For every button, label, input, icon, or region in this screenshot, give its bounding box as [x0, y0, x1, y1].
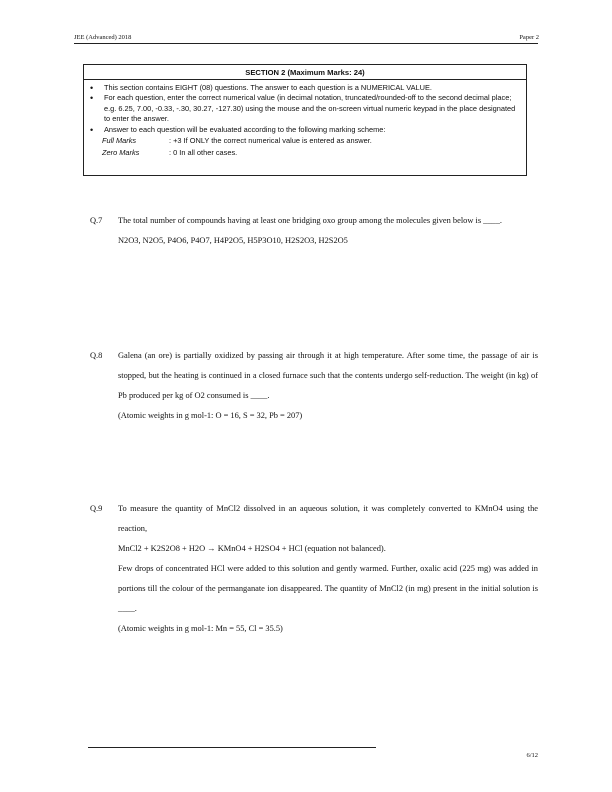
section-instructions-box: [83, 64, 527, 176]
header-divider: [74, 43, 538, 44]
instruction-bullet-3: • Answer to each question will be evaluated according to the following marking scheme:: [89, 125, 518, 136]
full-marks-label: Full Marks: [102, 135, 137, 145]
atomic-weights: (Atomic weights in g mol-1: O = 16, S = 32, Pb = 207): [118, 411, 303, 420]
question-8: [90, 346, 538, 426]
question-text-continued: Few drops of concentrated HCl were added to this solution and gently warmed. Further, oxalic acid (225 mg) was added in portions till the colour of the permanganate ion disappeared. The quantity of MnCl2 (in mg) present in the initial solution is ____.: [118, 564, 538, 613]
question-text: Galena (an ore) is partially oxidized by passing air through it at high temperature. After some time, the passage of air is stopped, but the heating is continued in a closed furnace such that the contents undergo self-reduction. The weight (in kg) of Pb produced per kg of O2 consumed is ____.: [118, 351, 538, 400]
instruction-bullet-1: • This section contains EIGHT (08) questions. The answer to each question is a NUMERICAL VALUE.: [89, 83, 518, 94]
question-text: To measure the quantity of MnCl2 dissolved in an aqueous solution, it was completely converted to KMnO4 using the reaction,: [118, 504, 538, 533]
question-7: [90, 211, 538, 251]
question-number: Q.8: [90, 351, 103, 360]
compound-list: N2O3, N2O5, P4O6, P4O7, H4P2O5, H5P3O10, H2S2O3, H2S2O5: [118, 236, 348, 245]
zero-marks-value: : 0 In all other cases.: [169, 148, 238, 158]
instruction-bullet-2: • For each question, enter the correct numerical value (in decimal notation, truncated/rounded-off to the second decimal place; e.g. 6.25, 7.00, -0.33, -.30, 30.27, -127.30) using the mouse and the on-screen virtual numeric keypad in the place designated to enter the answer.: [89, 93, 518, 125]
footer-divider: [88, 747, 376, 748]
header-paper-label: Paper 2: [519, 34, 539, 41]
section-title-divider: [84, 79, 526, 80]
page-number: 6/12: [526, 752, 538, 759]
section-title: SECTION 2 (Maximum Marks: 24): [245, 68, 365, 77]
question-text: The total number of compounds having at least one bridging oxo group among the molecules given below is ____.: [118, 216, 503, 225]
zero-marks-row: [102, 148, 526, 159]
zero-marks-label: Zero Marks: [102, 148, 140, 158]
full-marks-row: [102, 136, 526, 147]
question-number: Q.9: [90, 504, 103, 513]
question-number: Q.7: [90, 216, 103, 225]
atomic-weights: (Atomic weights in g mol-1: Mn = 55, Cl = 35.5): [118, 624, 283, 633]
full-marks-value: : +3 If ONLY the correct numerical value is entered as answer.: [169, 135, 372, 145]
header-exam-name: JEE (Advanced) 2018: [74, 34, 132, 41]
question-9: [90, 499, 538, 639]
reaction-equation: MnCl2 + K2S2O8 + H2O → KMnO4 + H2SO4 + HCl (equation not balanced).: [118, 544, 386, 553]
